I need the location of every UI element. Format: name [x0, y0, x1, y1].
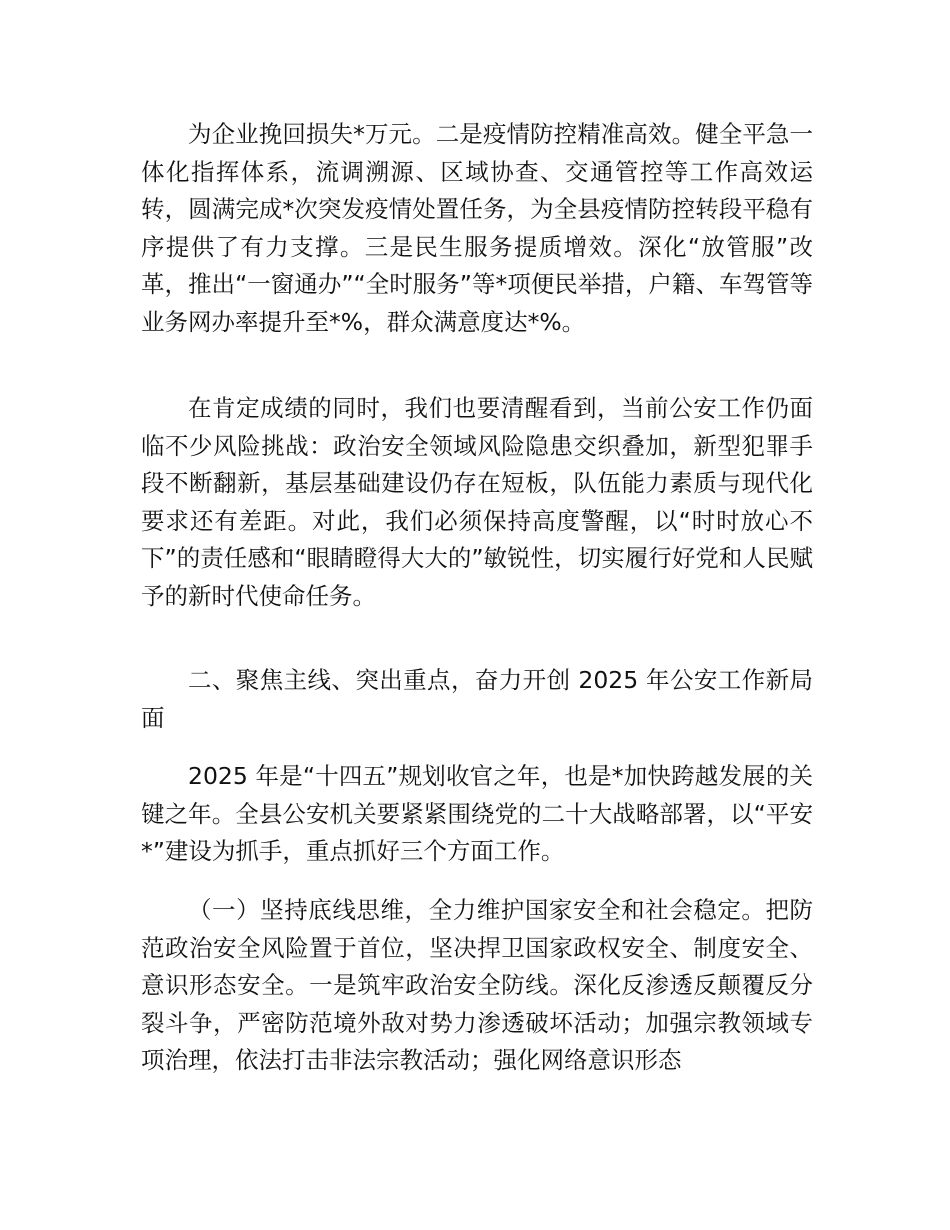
section-heading-2025-work: 二、聚焦主线、突出重点，奋力开创 2025 年公安工作新局面 [141, 666, 813, 732]
paragraph-national-security: （一）坚持底线思维，全力维护国家安全和社会稳定。把防范政治安全风险置于首位，坚决捍卫国家政权安全、制度安全、意识形态安全。一是筑牢政治安全防线。深化反渗透反颠覆反分裂斗争，严密防范境外敌对势力渗透破坏活动；加强宗教领域专项治理，依法打击非法宗教活动；强化网络意识形态 [141, 896, 813, 1074]
paragraph-achievements: 为企业挽回损失*万元。二是疫情防控精准高效。健全平急一体化指挥体系，流调溯源、区域协查、交通管控等工作高效运转，圆满完成*次突发疫情处置任务，为全县疫情防控转段平稳有序提供了有力支撑。三是民生服务提质增效。深化“放管服”改革，推出“一窗通办”“全时服务”等*项便民举措，户籍、车驾管等业务网办率提升至*%，群众满意度达*%。 [141, 120, 813, 336]
paragraph-risks-challenges: 在肯定成绩的同时，我们也要清醒看到，当前公安工作仍面临不少风险挑战：政治安全领域风险隐患交织叠加，新型犯罪手段不断翻新，基层基础建设仍存在短板，队伍能力素质与现代化要求还有差距。对此，我们必须保持高度警醒，以“时时放心不下”的责任感和“眼睛瞪得大大的”敏锐性，切实履行好党和人民赋予的新时代使命任务。 [141, 394, 813, 610]
paragraph-2025-overview: 2025 年是“十四五”规划收官之年，也是*加快跨越发展的关键之年。全县公安机关要紧紧围绕党的二十大战略部署，以“平安*”建设为抓手，重点抓好三个方面工作。 [141, 762, 813, 865]
